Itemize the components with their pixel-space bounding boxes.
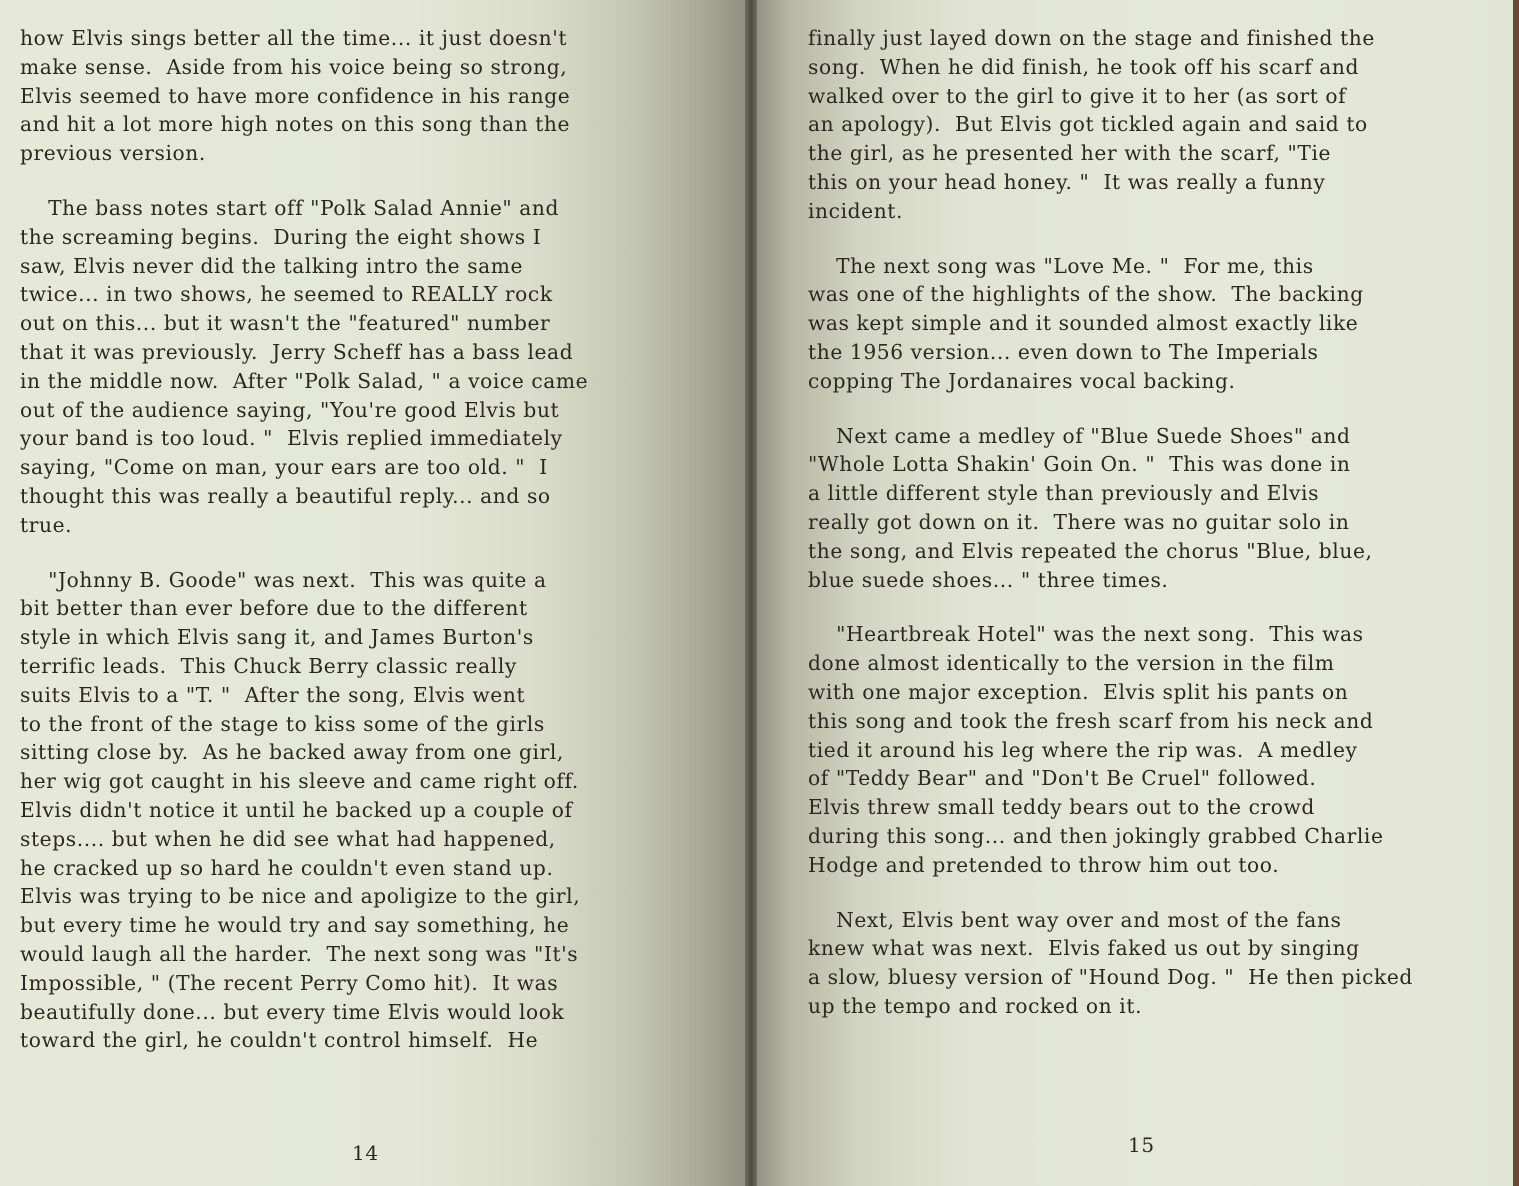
text-line: to the front of the stage to kiss some of the girls [20, 711, 545, 736]
text-line: Next, Elvis bent way over and most of the fans [808, 907, 1342, 932]
text-line: a slow, bluesy version of "Hound Dog. " He then picked [808, 965, 1413, 990]
text-line: out on this... but it wasn't the "featured" number [20, 311, 551, 336]
text-line: really got down on it. There was no guitar solo in [808, 509, 1350, 534]
text-line: the girl, as he presented her with the scarf, "Tie [808, 141, 1332, 166]
book-gutter [745, 0, 757, 1186]
text-line: walked over to the girl to give it to her (as sort of [808, 83, 1347, 108]
text-line: knew what was next. Elvis faked us out by singing [808, 936, 1360, 961]
text-line: style in which Elvis sang it, and James Burton's [20, 625, 534, 650]
text-line: this song and took the fresh scarf from his neck and [808, 708, 1374, 733]
book-cover-edge [1513, 0, 1519, 1186]
left-page-text [20, 24, 710, 1055]
text-line: Elvis seemed to have more confidence in his range [20, 83, 571, 108]
text-line: twice... in two shows, he seemed to REALLY rock [20, 282, 553, 307]
paragraph [808, 906, 1518, 1021]
text-line: would laugh all the harder. The next song was "It's [20, 941, 579, 966]
paragraph [808, 422, 1518, 595]
text-line: beautifully done... but every time Elvis would look [20, 999, 565, 1024]
text-line: Elvis was trying to be nice and apoligize to the girl, [20, 884, 581, 909]
text-line: "Heartbreak Hotel" was the next song. This was [808, 622, 1364, 647]
text-line: steps.... but when he did see what had happened, [20, 826, 556, 851]
text-line: Elvis threw small teddy bears out to the crowd [808, 795, 1315, 820]
left-page [0, 0, 752, 1186]
right-page [752, 0, 1519, 1186]
text-line: Impossible, " (The recent Perry Como hit). It was [20, 970, 559, 995]
right-page-text [808, 24, 1518, 1021]
text-line: saw, Elvis never did the talking intro the same [20, 253, 524, 278]
text-line: an apology). But Elvis got tickled again and said to [808, 112, 1368, 137]
text-line: saying, "Come on man, your ears are too old. " I [20, 455, 548, 480]
text-line: was one of the highlights of the show. The backing [808, 282, 1364, 307]
text-line: in the middle now. After "Polk Salad, " a voice came [20, 368, 589, 393]
text-line: song. When he did finish, he took off his scarf and [808, 54, 1360, 79]
text-line: true. [20, 512, 73, 537]
text-line: toward the girl, he couldn't control himself. He [20, 1028, 539, 1053]
text-line: tied it around his leg where the rip was. A medley [808, 737, 1358, 762]
text-line: Hodge and pretended to throw him out too. [808, 852, 1280, 877]
text-line: thought this was really a beautiful reply... and so [20, 483, 551, 508]
text-line: a little different style than previously and Elvis [808, 481, 1320, 506]
text-line: with one major exception. Elvis split his pants on [808, 679, 1349, 704]
text-line: the 1956 version... even down to The Imperials [808, 339, 1319, 364]
text-line: your band is too loud. " Elvis replied immediately [20, 426, 563, 451]
text-line: The bass notes start off "Polk Salad Annie" and [20, 195, 560, 220]
text-line: the song, and Elvis repeated the chorus "Blue, blue, [808, 538, 1373, 563]
text-line: out of the audience saying, "You're good Elvis but [20, 397, 560, 422]
text-line: bit better than ever before due to the different [20, 596, 528, 621]
text-line: make sense. Aside from his voice being so strong, [20, 54, 568, 79]
page-number: 15 [1128, 1133, 1155, 1157]
text-line: how Elvis sings better all the time... it just doesn't [20, 26, 568, 50]
text-line: the screaming begins. During the eight shows I [20, 224, 542, 249]
text-line: Next came a medley of "Blue Suede Shoes" and [808, 423, 1351, 448]
text-line: "Johnny B. Goode" was next. This was quite a [20, 567, 547, 592]
text-line: The next song was "Love Me. " For me, this [808, 253, 1314, 278]
paragraph [20, 194, 710, 540]
text-line: blue suede shoes... " three times. [808, 567, 1169, 592]
text-line: of "Teddy Bear" and "Don't Be Cruel" followed. [808, 766, 1317, 791]
text-line: but every time he would try and say something, he [20, 913, 570, 938]
text-line: sitting close by. As he backed away from one girl, [20, 740, 564, 765]
paragraph [20, 24, 710, 168]
paragraph [808, 24, 1518, 226]
text-line: suits Elvis to a "T. " After the song, Elvis went [20, 682, 526, 707]
text-line: this on your head honey. " It was really a funny [808, 169, 1326, 194]
text-line: up the tempo and rocked on it. [808, 993, 1143, 1018]
paragraph [808, 620, 1518, 879]
text-line: copping The Jordanaires vocal backing. [808, 368, 1236, 393]
text-line: previous version. [20, 141, 206, 166]
text-line: incident. [808, 198, 904, 223]
text-line: that it was previously. Jerry Scheff has a bass lead [20, 339, 574, 364]
text-line: he cracked up so hard he couldn't even stand up. [20, 855, 554, 880]
paragraph [808, 252, 1518, 396]
text-line: was kept simple and it sounded almost exactly like [808, 311, 1359, 336]
page-number: 14 [352, 1141, 379, 1165]
paragraph [20, 566, 710, 1056]
text-line: her wig got caught in his sleeve and came right off. [20, 769, 579, 794]
text-line: "Whole Lotta Shakin' Goin On. " This was done in [808, 452, 1351, 477]
text-line: terrific leads. This Chuck Berry classic really [20, 653, 517, 678]
text-line: done almost identically to the version in the film [808, 651, 1335, 676]
text-line: and hit a lot more high notes on this song than the [20, 112, 571, 137]
text-line: during this song... and then jokingly grabbed Charlie [808, 823, 1384, 848]
text-line: Elvis didn't notice it until he backed up a couple of [20, 797, 573, 822]
text-line: finally just layed down on the stage and finished the [808, 26, 1375, 50]
